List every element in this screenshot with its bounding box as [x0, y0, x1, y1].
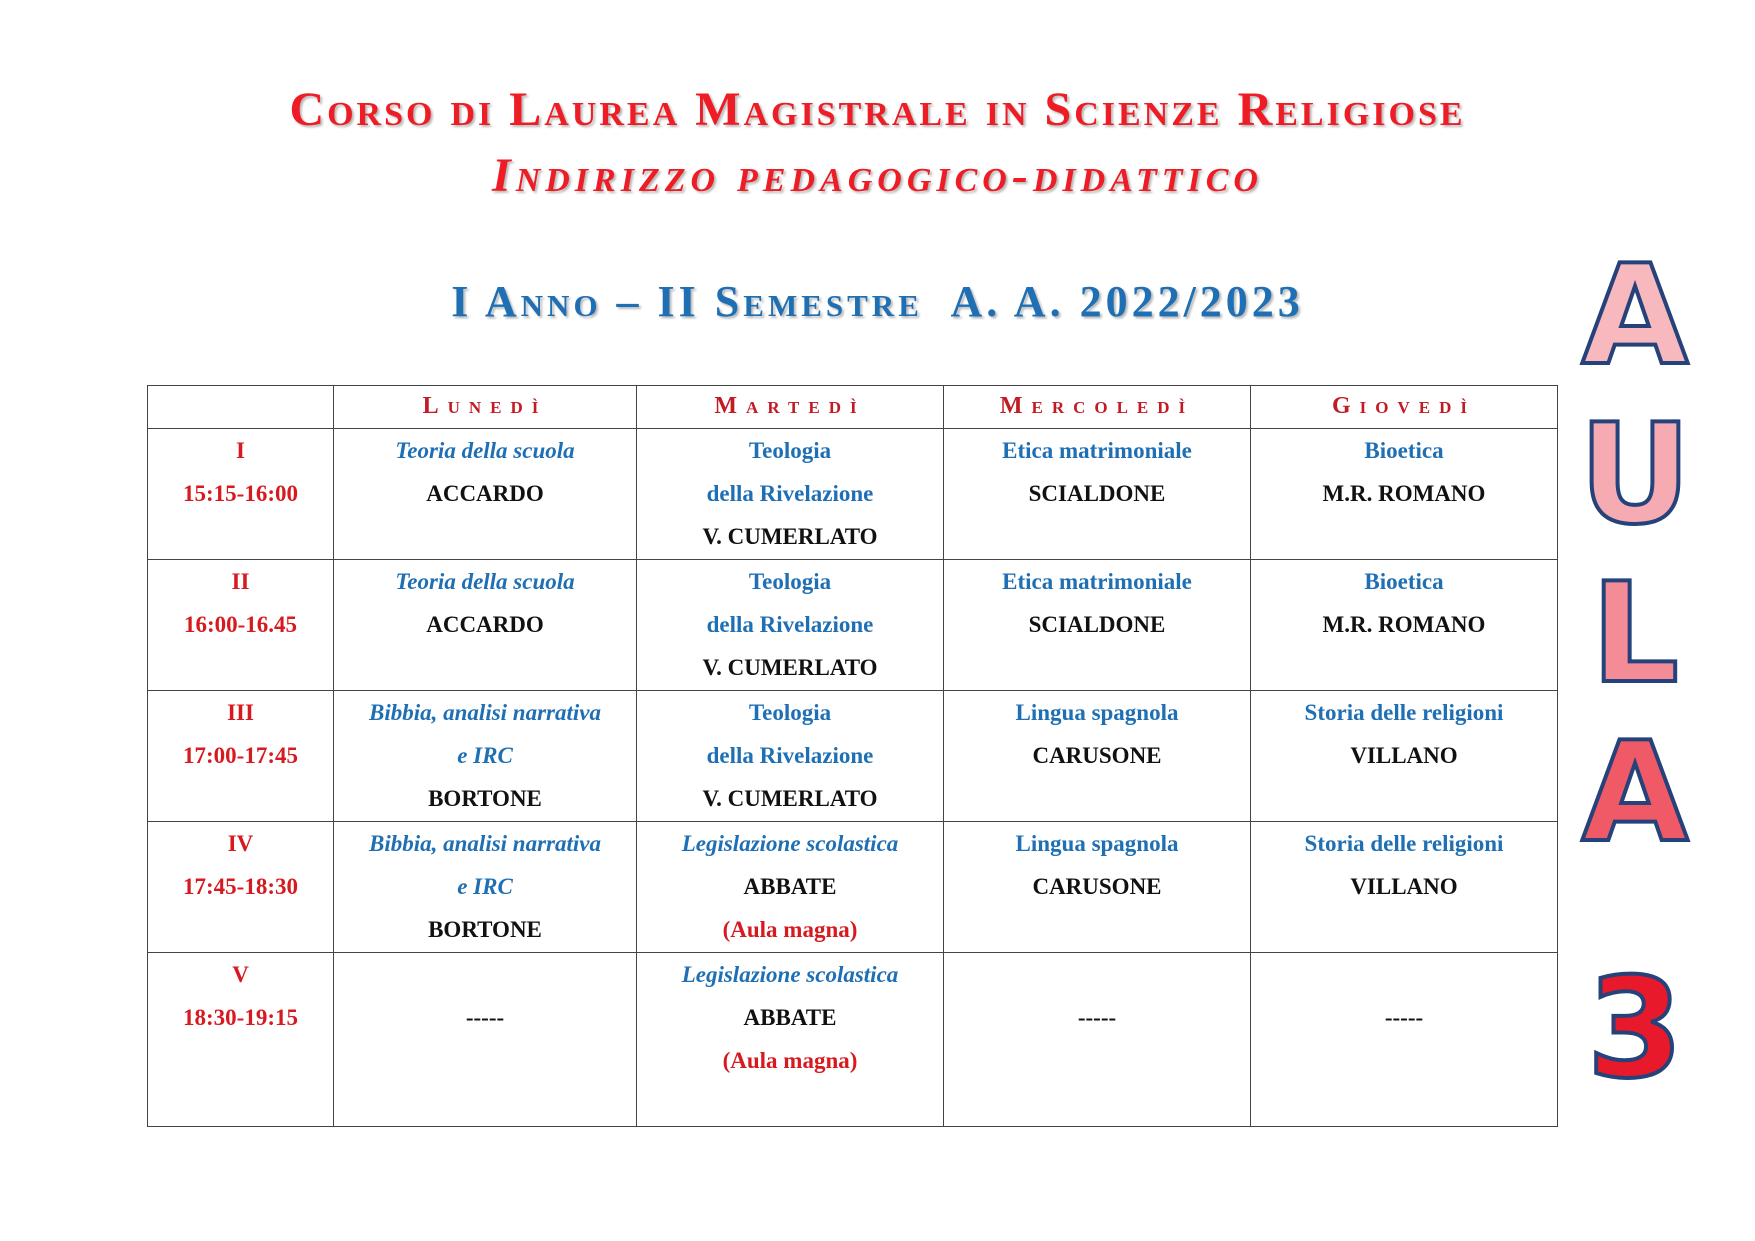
term-heading: I Anno – II Semestre A. A. 2022/2023 — [451, 277, 1304, 326]
slot-cell — [148, 429, 334, 560]
room-note: (Aula magna) — [722, 917, 858, 942]
professor-name: ABBATE — [743, 1005, 837, 1030]
subject-name: Bioetica — [1364, 438, 1444, 463]
lesson-cell — [334, 691, 637, 822]
lesson-cell — [1251, 560, 1558, 691]
subject-name: Bioetica — [1364, 569, 1444, 594]
slot-time: 18:30-19:15 — [183, 1005, 298, 1030]
slot-cell — [148, 953, 334, 1127]
lesson-cell — [944, 822, 1251, 953]
lesson-cell — [944, 953, 1251, 1127]
header-empty-cell — [148, 386, 334, 429]
room-note: (Aula magna) — [722, 1048, 858, 1073]
aula-letter-a2: A — [1581, 712, 1689, 873]
subject-name: Teoria della scuola — [395, 569, 575, 594]
table-row — [148, 560, 1558, 691]
slot-time: 17:00-17:45 — [183, 743, 298, 768]
slot-time: 16:00-16.45 — [183, 612, 298, 637]
lesson-cell — [334, 953, 637, 1127]
professor-name: VILLANO — [1350, 874, 1458, 899]
subject-name: Legislazione scolastica — [681, 831, 899, 856]
lesson-cell — [944, 691, 1251, 822]
empty-slot-dash: ----- — [465, 1005, 505, 1030]
table-row — [148, 822, 1558, 953]
professor-name: SCIALDONE — [1028, 481, 1166, 506]
timetable-header-row — [148, 386, 1558, 429]
slot-number: IV — [227, 831, 254, 856]
professor-name: V. CUMERLATO — [702, 524, 878, 549]
subject-name: Teologia — [748, 569, 832, 594]
lesson-cell — [944, 560, 1251, 691]
slot-number: II — [231, 569, 250, 594]
aula-letter-a1: A — [1581, 235, 1689, 396]
professor-name: CARUSONE — [1032, 743, 1162, 768]
lesson-cell — [637, 560, 944, 691]
lesson-cell — [637, 691, 944, 822]
slot-number: I — [236, 438, 245, 463]
subject-name: Storia delle religioni — [1304, 700, 1504, 725]
header-thursday: Giovedì — [1251, 386, 1558, 429]
header-monday: Lunedì — [334, 386, 637, 429]
subject-name: Lingua spagnola — [1015, 700, 1179, 725]
professor-name: ACCARDO — [426, 481, 544, 506]
course-subtitle: Indirizzo pedagogico-didattico — [492, 149, 1263, 202]
subject-name: Etica matrimoniale — [1002, 438, 1192, 463]
lesson-cell — [944, 429, 1251, 560]
subject-name-cont: della Rivelazione — [706, 743, 874, 768]
subject-name-cont: della Rivelazione — [706, 612, 874, 637]
lesson-cell — [637, 822, 944, 953]
subject-name: Etica matrimoniale — [1002, 569, 1192, 594]
subject-name: Bibbia, analisi narrativa — [369, 831, 601, 856]
subject-name: Teoria della scuola — [395, 438, 575, 463]
aula-letter-l: L — [1591, 553, 1679, 714]
course-title: Corso di Laurea Magistrale in Scienze Religiose — [289, 83, 1466, 136]
slot-number: III — [227, 700, 254, 725]
lesson-cell — [1251, 429, 1558, 560]
professor-name: V. CUMERLATO — [702, 786, 878, 811]
header-tuesday: Martedì — [637, 386, 944, 429]
lesson-cell — [334, 822, 637, 953]
lesson-cell — [334, 560, 637, 691]
professor-name: SCIALDONE — [1028, 612, 1166, 637]
subject-name-cont: e IRC — [457, 874, 513, 899]
slot-cell — [148, 691, 334, 822]
lesson-cell — [637, 953, 944, 1127]
slot-number: V — [232, 962, 249, 987]
lesson-cell — [1251, 953, 1558, 1127]
header-wednesday: Mercoledì — [944, 386, 1251, 429]
slot-cell — [148, 560, 334, 691]
subject-name: Storia delle religioni — [1304, 831, 1504, 856]
empty-slot-dash: ----- — [1384, 1005, 1424, 1030]
subject-name-cont: della Rivelazione — [706, 481, 874, 506]
professor-name: M.R. ROMANO — [1322, 612, 1486, 637]
subject-name: Bibbia, analisi narrativa — [369, 700, 601, 725]
timetable — [147, 385, 1558, 1127]
lesson-cell — [334, 429, 637, 560]
lesson-cell — [1251, 822, 1558, 953]
professor-name: M.R. ROMANO — [1322, 481, 1486, 506]
professor-name: BORTONE — [428, 917, 542, 942]
professor-name: VILLANO — [1350, 743, 1458, 768]
subject-name: Teologia — [748, 438, 832, 463]
table-row — [148, 429, 1558, 560]
professor-name: ABBATE — [743, 874, 837, 899]
table-row — [148, 691, 1558, 822]
aula-letter-u: U — [1578, 394, 1692, 555]
table-row — [148, 953, 1558, 1127]
slot-time: 15:15-16:00 — [183, 481, 298, 506]
subject-name: Teologia — [748, 700, 832, 725]
lesson-cell — [1251, 691, 1558, 822]
subject-name: Lingua spagnola — [1015, 831, 1179, 856]
professor-name: ACCARDO — [426, 612, 544, 637]
aula-number-3: 3 — [1586, 948, 1684, 1109]
empty-slot-dash: ----- — [1077, 1005, 1117, 1030]
subject-name-cont: e IRC — [457, 743, 513, 768]
slot-cell — [148, 822, 334, 953]
professor-name: CARUSONE — [1032, 874, 1162, 899]
slot-time: 17:45-18:30 — [183, 874, 298, 899]
professor-name: BORTONE — [428, 786, 542, 811]
professor-name: V. CUMERLATO — [702, 655, 878, 680]
subject-name: Legislazione scolastica — [681, 962, 899, 987]
lesson-cell — [637, 429, 944, 560]
